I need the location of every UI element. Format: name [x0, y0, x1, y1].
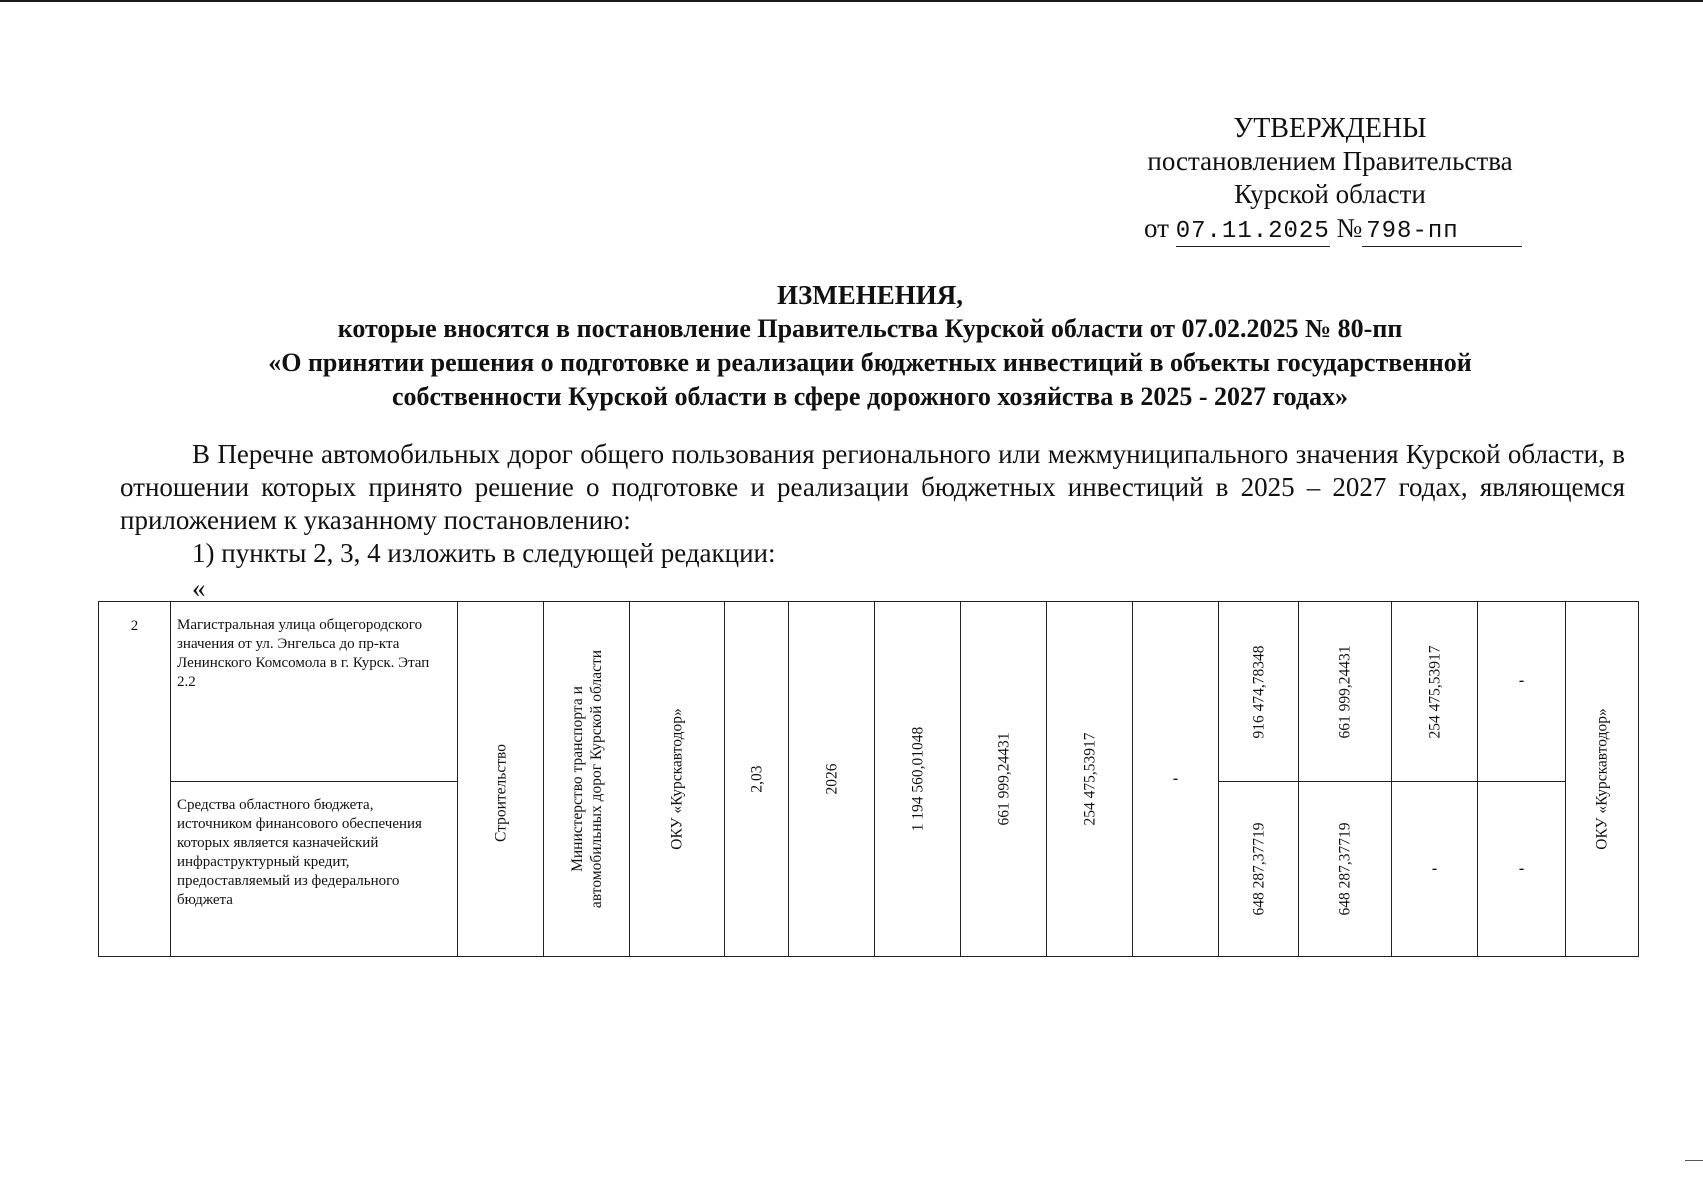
lower-2026-cell — [1392, 782, 1478, 957]
document-heading — [120, 278, 1620, 414]
cost-2027-cell — [1133, 602, 1219, 957]
work-type-cell — [458, 602, 544, 957]
heading-line-3: собственности Курской области в сфере дорожного хозяйства в 2025 - 2027 годах» — [391, 382, 1349, 411]
lower-2026-text: - — [1431, 860, 1438, 877]
ministry-cell — [544, 602, 630, 957]
approval-date-line — [1100, 212, 1560, 247]
length-cell — [725, 602, 789, 957]
cost-2025-text: 661 999,24431 — [995, 732, 1012, 826]
upper-2027-text: - — [1518, 671, 1525, 689]
upper-2027-cell — [1478, 602, 1566, 782]
work-type-text: Строительство — [492, 744, 509, 843]
heading-title: ИЗМЕНЕНИЯ, — [776, 280, 963, 310]
total-cost-cell — [875, 602, 961, 957]
approval-date-prefix: от — [1144, 213, 1169, 243]
approval-date: 07.11.2025 — [1175, 218, 1330, 245]
quote-open-mark: « — [192, 573, 206, 603]
cost-2027-text: - — [1172, 770, 1179, 787]
ministry-text — [568, 650, 606, 908]
length-text: 2,03 — [748, 765, 765, 793]
upper-total-cell — [1219, 602, 1299, 782]
upper-2025-text: 661 999,24431 — [1336, 645, 1354, 738]
body-paragraph: В Перечне автомобильных дорог общего пользования регионального или межмуниципального значения Курской области, в отношении которых принято решение о подготовке и реализации бюджетных инвестиций в 2025 – 2027 годах, являющемся приложением к указанному постановлению: — [120, 439, 1625, 535]
customer-cell — [630, 602, 725, 957]
approval-stamp — [1100, 112, 1560, 247]
ministry-line-2: автомобильных дорог Курской области — [587, 649, 605, 909]
lower-total-cell — [1219, 782, 1299, 957]
ministry-line-1: Министерство транспорта и — [568, 686, 586, 872]
cost-2025-cell — [961, 602, 1047, 957]
upper-2025-cell — [1299, 602, 1392, 782]
page-top-border — [0, 0, 1703, 2]
developer-cell — [1566, 602, 1639, 957]
approval-line-1: постановлением Правительства — [1147, 146, 1513, 176]
lower-2027-text: - — [1518, 860, 1525, 877]
document-body — [120, 438, 1625, 570]
object-name-cell: Магистральная улица общегородского значения от ул. Энгельса до пр-кта Ленинского Комсомола в г. Курск. Этап 2.2 — [171, 602, 458, 782]
lower-2025-text: 648 287,37719 — [1336, 822, 1354, 916]
approval-number-prefix: № — [1336, 213, 1363, 243]
funding-source-cell: Средства областного бюджета, источником финансового обеспечения которых является казначейский инфраструктурный кредит, предоставляемый из федерального бюджета — [171, 782, 458, 957]
year-text: 2026 — [823, 763, 840, 795]
lower-2025-cell — [1299, 782, 1392, 957]
investment-table — [98, 601, 1639, 957]
lower-total-text: 648 287,37719 — [1250, 822, 1267, 916]
approval-number: 798-пп — [1362, 218, 1522, 247]
customer-text: ОКУ «Курскавтодор» — [668, 708, 686, 850]
cost-2026-text: 254 475,53917 — [1081, 732, 1098, 826]
approval-title: УТВЕРЖДЕНЫ — [1233, 113, 1427, 144]
table-row-number: 2 — [99, 602, 171, 957]
upper-2026-cell — [1392, 602, 1478, 782]
cost-2026-cell — [1047, 602, 1133, 957]
heading-line-1: которые вносятся в постановление Правительства Курской области от 07.02.2025 № 80-пп — [337, 314, 1403, 343]
scan-margin-mark — [1685, 1160, 1703, 1161]
upper-2026-text: 254 475,53917 — [1426, 645, 1443, 738]
developer-text: ОКУ «Курскавтодор» — [1593, 708, 1611, 850]
year-cell — [789, 602, 875, 957]
upper-total-text: 916 474,78348 — [1250, 645, 1267, 738]
lower-2027-cell — [1478, 782, 1566, 957]
heading-line-2: «О принятии решения о подготовке и реализации бюджетных инвестиций в объекты государственной — [268, 348, 1472, 377]
body-item-1: 1) пункты 2, 3, 4 изложить в следующей редакции: — [192, 538, 776, 568]
total-cost-text: 1 194 560,01048 — [909, 726, 926, 832]
approval-line-2: Курской области — [1234, 179, 1426, 209]
